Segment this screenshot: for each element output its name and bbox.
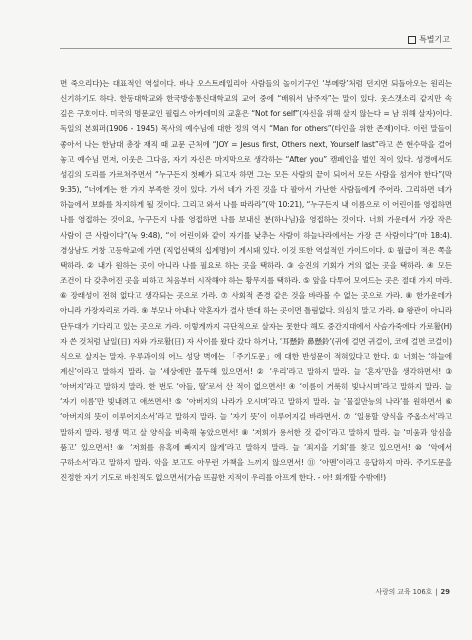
article-paragraph: 면 죽으리다)는 대표적인 역설이다. 바나 오스트레일리아 사람들의 놀이기구인 ‘부메랑’처럼 던지면 되돌아오는 원리는 신기하기도 하다. 한동대학교와 한국방송통신대학교의 교어 중에 “배워서 남주자”는 말이 있다. 웃스갯소리 같지만 속 깊은 구호이다. 미국의 명문교인 필립스 아카데미의 교훈은 “Not for self”(자신을 위해 살지 않는다 = 남 위해 살자)이다. 독일의 본회퍼(1906 - 1945) 목사의 예수님에 대한 정의 역시 “Man for others”(타인을 위한 존재)이다. 이런 말들이 좋아서 나는 한남대 총장 재직 때 교문 근처에 “JOY = Jesus first, Others next, Yourself last”라고 쓴 현수막을 걸어 놓고 예수님 먼저, 이웃은 그다음, 자기 자신은 마지막으로 생각하는 “After you” 캠페인을 벌인 적이 있다. 성경에서도 성김의 도리를 가르쳐주면서 “누구든지 첫째가 되고자 하면 그는 모든 사람의 끝이 되어서 모든 사람을 섬겨야 한다”(막 9:35), “너에게는 한 가지 부족한 것이 있다. 가서 네가 가진 것을 다 팔아서 가난한 사람들에게 주어라. 그리하면 네가 하늘에서 보화를 차지하게 될 것이다. 그리고 와서 나를 따라라”(막 10:21), “누구든지 내 이름으로 이 어린이를 영접하면 나를 영접하는 것이요, 누구든지 나를 영접하면 나를 보내신 분(하나님)을 영접하는 것이다. 너희 가운데서 가장 작은 사람이 큰 사람이다”(눅 9:48), “이 어린이와 같이 자기를 낮추는 사람이 하늘나라에서는 가장 큰 사람이다”(마 18:4). 경상남도 거창 고등학교에 가면 (직업선택의 십계명)이 게시돼 있다. 이것 또한 역설적인 가이드이다. ① 월급이 적은 쪽을 택하라. ② 내가 원하는 곳이 아니라 나를 필요로 하는 곳을 택하라. ③ 승진의 기회가 거의 없는 곳을 택하라. ④ 모든 조건이 다 갖추어진 곳을 피하고 처음부터 시작해야 하는 황무지를 택하라. ⑤ 앞을 다투어 모여드는 곳은 절대 가지 마라. ⑥ 장래성이 전혀 없다고 생각되는 곳으로 가라. ⑦ 사회적 존경 같은 것을 바라볼 수 없는 곳으로 가라. ⑧ 한가운데가 아니라 가장자리로 가라. ⑨ 부모나 아내나 약혼자가 결사 반대 하는 곳이면 틀림없다. 의심치 말고 가라. ⑩ 왕관이 아니라 단두대가 기다리고 있는 곳으로 가라. 이렇게까지 극단적으로 살자는 못한다 해도 중간지대에서 사슴가죽에다 가로활(H) 자 쓴 것처럼 날일(日) 자와 가로활(日) 자 사이를 왔다 갔다 하거나, ‘耳懸鈴 鼻懸鈴’(귀에 걸면 귀걸이, 코에 걸면 코걸이) 식으로 살지는 말자. 우루과이의 어느 성당 벽에는 「주기도문」에 대한 반성문이 적혀있다고 한다. ① 너희는 ‘하늘에 계신’이라고 말하지 말라. 늘 ‘세상에만 몰두해 있으면서! ② ‘우리’라고 말하지 말라. 늘 ‘혼자’만을 생각하면서! ③ ‘아버지’라고 말하지 말라. 한 번도 ‘아들, 딸’로서 산 적이 없으면서! ④ ‘이름이 거룩히 빛나시며’라고 말하지 말라. 늘 ‘자기 이름’만 빛내려고 애쓰면서! ⑤ ‘아버지의 나라가 오시며’라고 말하지 말라. 늘 ‘물질만능의 나라’를 원하면서 ⑥ ‘아버지의 뜻이 이루어지소서’라고 말하지 말라. 늘 ‘자기 뜻’이 이루어지길 바라면서. ⑦ ‘일용할 양식을 주옵소서’라고 말하지 말라. 평생 먹고 살 양식을 비축해 놓았으면서! ⑧ ‘저희가 용서한 것 같이’라고 말하지 말라. 늘 ‘미움과 앙심을 품고’ 있으면서! ⑨ ‘저희를 유혹에 빠지지 않게’라고 말하지 말라. 늘 ‘죄지을 기회’를 찾고 있으면서! ⑩ ‘악에서 구하소서’라고 말하지 말라. 악을 보고도 아무런 가책을 느끼지 않으면서! ⑪ ‘아멘’이라고 응답하지 마라. 주기도문을 진정한 자기 기도로 바친적도 없으면서(가슴 뜨끔한 지적이 우리를 아프게 한다. - 아! 회개할 수밖에!) bbox=[60, 79, 452, 483]
page-number: 29 bbox=[440, 588, 450, 596]
header-divider bbox=[60, 48, 452, 49]
footer-separator: | bbox=[435, 588, 438, 596]
publication-name: 사랑의 교육 106호 bbox=[375, 588, 433, 596]
square-box-icon bbox=[408, 36, 416, 44]
page-header bbox=[0, 0, 472, 50]
section-tag bbox=[408, 34, 450, 45]
article-body bbox=[60, 76, 452, 485]
page-footer bbox=[376, 586, 450, 596]
section-label: 특별기고 bbox=[419, 35, 450, 44]
